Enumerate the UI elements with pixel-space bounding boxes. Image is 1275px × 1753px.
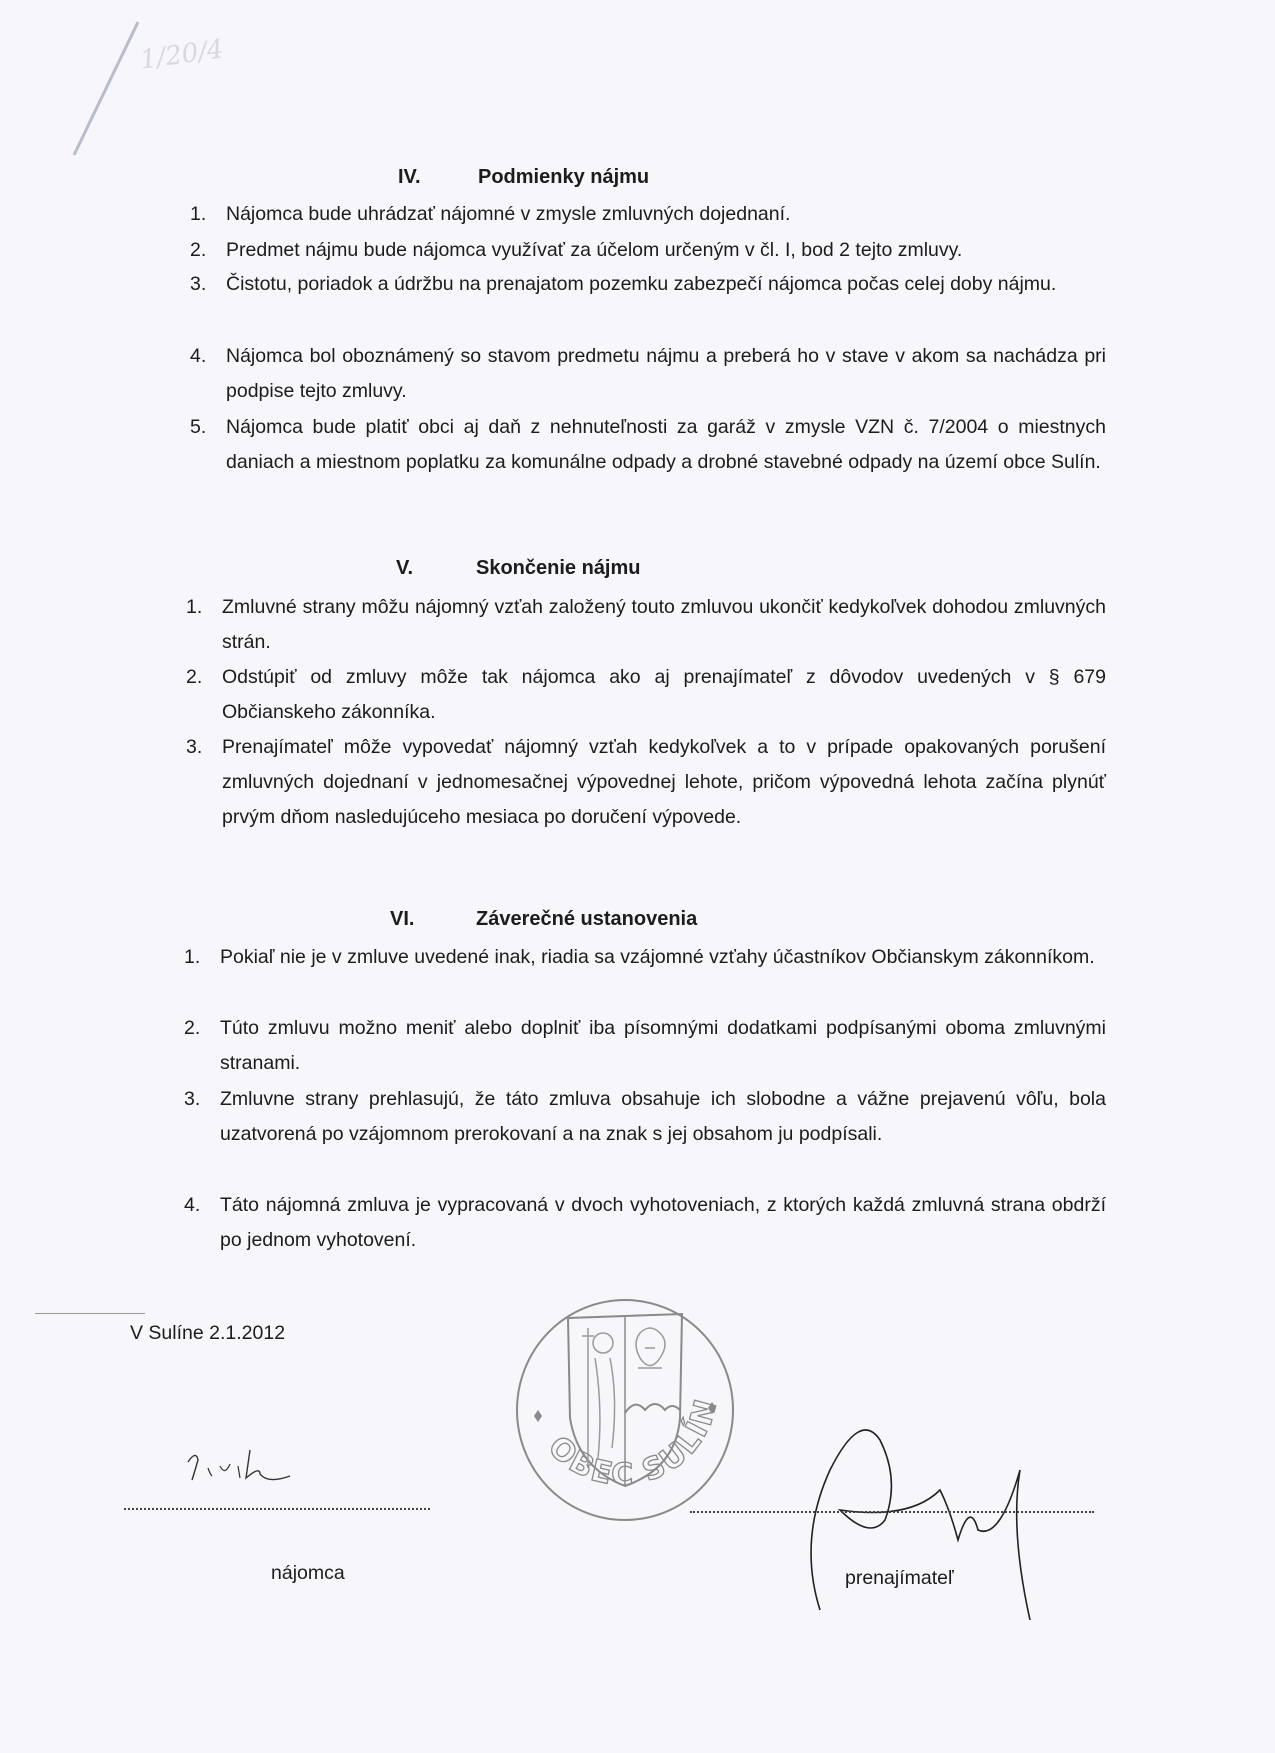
section-heading-v [396,557,641,580]
list-item: 4. Táto nájomná zmluva je vypracovaná v dvoch vyhotoveniach, z ktorých každá zmluvná strana obdrží po jednom vyhotovení. [184,1194,1106,1251]
svg-text:OBEC SULÍN [541,1394,725,1492]
landlord-signature-line [690,1511,1094,1513]
list-item: 2. Odstúpiť od zmluvy môže tak nájomca ako aj prenajímateľ z dôvodov uvedených v § 679 Občianskeho zákonníka. [186,666,1106,723]
tenant-label: nájomca [271,1562,345,1584]
list-item: 2. Predmet nájmu bude nájomca využívať za účelom určeným v čl. I, bod 2 tejto zmluvy. [190,239,963,261]
section-title: Záverečné ustanovenia [476,908,698,930]
landlord-label: prenajímateľ [845,1567,954,1589]
list-item: 1. Nájomca bude uhrádzať nájomné v zmysle zmluvných dojednaní. [190,203,791,225]
list-item: 1. Pokiaľ nie je v zmluve uvedené inak, riadia sa vzájomné vzťahy účastníkov Občianskym zákonníkom. [184,946,1095,968]
divider-line [35,1313,145,1314]
list-item: 4. Nájomca bol oboznámený so stavom predmetu nájmu a preberá ho v stave v akom sa nachádza pri podpise tejto zmluvy. [190,345,1106,402]
pencil-stroke-mark [68,20,148,160]
tenant-signature [180,1440,300,1500]
list-item: 1. Zmluvné strany môžu nájomný vzťah založený touto zmluvou ukončiť kedykoľvek dohodou zmluvných strán. [186,596,1106,653]
section-heading-iv [398,166,649,189]
section-number: V. [396,557,414,579]
stamp-text: OBEC SULÍN [541,1394,725,1493]
section-title: Podmienky nájmu [478,166,650,188]
list-item: 3. Čistotu, poriadok a údržbu na prenajatom pozemku zabezpečí nájomca počas celej doby nájmu. [190,273,1057,295]
section-number: VI. [390,908,415,930]
section-title: Skončenie nájmu [476,557,641,579]
list-item: 5. Nájomca bude platiť obci aj daň z nehnuteľnosti za garáž v zmysle VZN č. 7/2004 o miestnych daniach a miestnom poplatku za komunálne odpady a drobné stavebné odpady na území obce Sulín. [190,416,1106,473]
list-item: 3. Prenajímateľ môže vypovedať nájomný vzťah kedykoľvek a to v prípade opakovaných porušení zmluvných dojednaní v jednomesačnej výpovednej lehote, pričom výpovedná lehota začína plynúť prvým dňom nasledujúceho mesiaca po doručení výpovede. [186,736,1106,828]
tenant-signature-line [124,1508,430,1510]
list-item: 3. Zmluvne strany prehlasujú, že táto zmluva obsahuje ich slobodne a vážne prejavenú vôľu, bola uzatvorená po vzájomnom prerokovaní a na znak s jej obsahom ju podpísali. [184,1088,1106,1145]
section-number: IV. [398,166,421,188]
official-stamp [500,1298,750,1528]
list-item: 2. Túto zmluvu možno meniť alebo doplniť iba písomnými dodatkami podpísanými oboma zmluvnými stranami. [184,1017,1106,1074]
corner-note: 1/20/4 [138,34,226,76]
place-date: V Sulíne 2.1.2012 [130,1322,286,1344]
section-heading-vi [390,908,697,931]
